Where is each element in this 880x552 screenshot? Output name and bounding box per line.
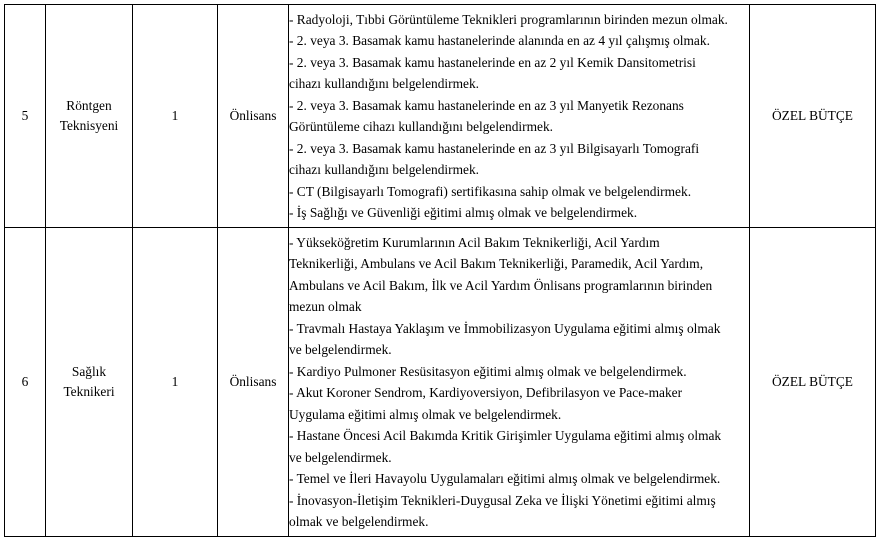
requirement-line: - 2. veya 3. Basamak kamu hastanelerinde en az 3 yıl Bilgisayarlı Tomografi [289,140,700,156]
row-number: 5 [5,5,46,228]
position-title [46,5,133,228]
table-row [5,228,876,537]
requirement-line: - 2. veya 3. Basamak kamu hastanelerinde alanında en az 4 yıl çalışmış olmak. [289,33,710,48]
requirement-line: Ambulans ve Acil Bakım, İlk ve Acil Yardım Önlisans programlarının birinden [289,277,713,293]
requirement-line: Görüntüleme cihazı kullandığını belgelendirmek. [289,119,554,134]
budget-type: ÖZEL BÜTÇE [750,5,876,228]
requirement-line: cihazı kullandığını belgelendirmek. [289,76,480,91]
requirement-line: - Kardiyo Pulmoner Resüsitasyon eğitimi almış olmak ve belgelendirmek. [289,363,687,379]
requirement-line: - Radyoloji, Tıbbi Görüntüleme Teknikleri programlarının birinden mezun olmak. [289,11,728,27]
requirement-line: Teknikerliği, Ambulans ve Acil Bakım Teknikerliği, Paramedik, Acil Yardım, [289,256,704,271]
budget-type: ÖZEL BÜTÇE [750,228,876,537]
positions-table [4,4,876,537]
requirement-line: - 2. veya 3. Basamak kamu hastanelerinde en az 3 yıl Manyetik Rezonans [289,97,684,113]
requirements-cell [289,228,750,537]
requirement-line: - Yükseköğretim Kurumlarının Acil Bakım Teknikerliği, Acil Yardım [289,234,660,250]
position-count: 1 [133,228,218,537]
position-title-line: Sağlık [71,364,107,379]
position-title-line: Teknikeri [63,384,115,399]
requirement-line: mezun olmak [289,299,362,314]
requirement-line: cihazı kullandığını belgelendirmek. [289,162,480,177]
position-title-line: Teknisyeni [59,118,119,133]
requirement-line: Uygulama eğitimi almış olmak ve belgelendirmek. [289,406,562,422]
position-title-line: Röntgen [66,98,112,113]
requirement-line: - 2. veya 3. Basamak kamu hastanelerinde en az 2 yıl Kemik Dansitometrisi [289,54,696,70]
requirement-line: - CT (Bilgisayarlı Tomografi) sertifikasına sahip olmak ve belgelendirmek. [289,183,692,199]
table-row [5,5,876,228]
row-number: 6 [5,228,46,537]
requirement-line: olmak ve belgelendirmek. [289,514,429,529]
position-count: 1 [133,5,218,228]
requirement-line: - Travmalı Hastaya Yaklaşım ve İmmobilizasyon Uygulama eğitimi almış olmak [289,320,721,336]
requirement-line: - Hastane Öncesi Acil Bakımda Kritik Girişimler Uygulama eğitimi almış olmak [289,428,722,443]
education-level: Önlisans [218,5,289,228]
position-title [46,228,133,537]
requirement-line: - Temel ve İleri Havayolu Uygulamaları eğitimi almış olmak ve belgelendirmek. [289,471,721,486]
requirement-line: - Akut Koroner Sendrom, Kardiyoversiyon, Defibrilasyon ve Pace-maker [289,385,683,400]
education-level: Önlisans [218,228,289,537]
requirement-line: - İnovasyon-İletişim Teknikleri-Duygusal Zeka ve İlişki Yönetimi eğitimi almış [289,492,716,508]
requirement-line: ve belgelendirmek. [289,449,392,465]
requirement-line: - İş Sağlığı ve Güvenliği eğitimi almış olmak ve belgelendirmek. [289,205,638,220]
requirements-cell [289,5,750,228]
requirement-line: ve belgelendirmek. [289,342,392,357]
